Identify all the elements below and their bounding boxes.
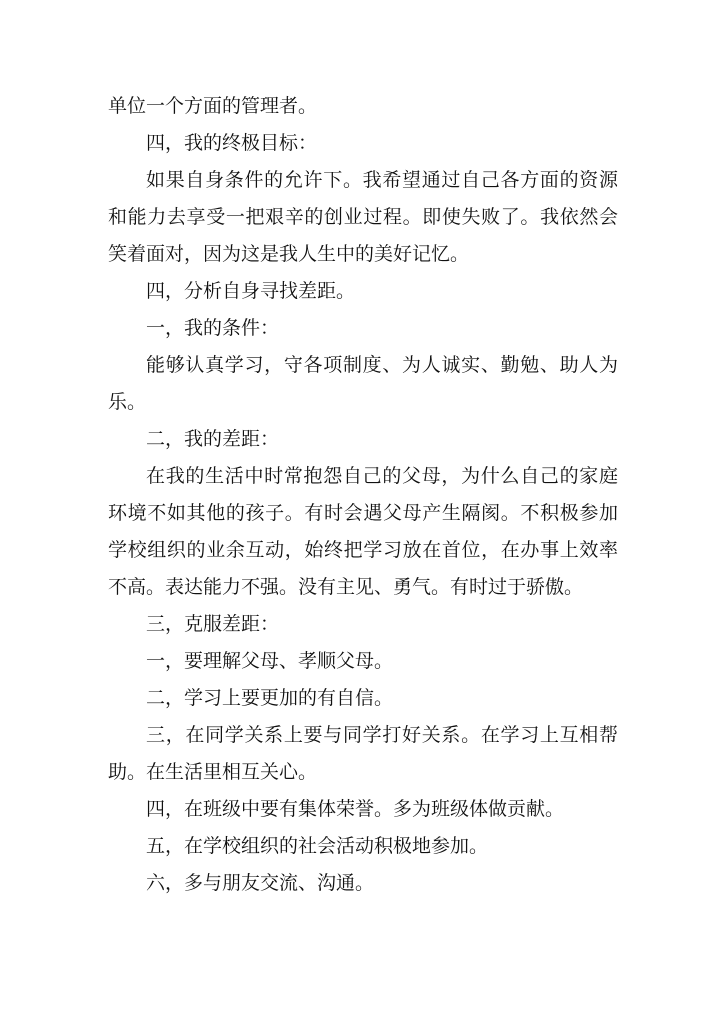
paragraph-my-gap: 在我的生活中时常抱怨自己的父母，为什么自己的家庭环境不如其他的孩子。有时会遇父母产生隔阂。不积极参加学校组织的业余互动，始终把学习放在首位，在办事上效率不高。表达能力不强。没有主见、勇气。有时过于骄傲。 [108, 465, 618, 598]
heading-my-gap: 二，我的差距： [146, 428, 280, 450]
heading-analyze-gap: 四，分析自身寻找差距。 [146, 280, 356, 302]
list-item-understand-parents: 一，要理解父母、孝顺父母。 [146, 650, 394, 672]
list-item-class-honor: 四，在班级中要有集体荣誉。多为班级体做贡献。 [146, 798, 565, 820]
paragraph-continuation: 单位一个方面的管理者。 [108, 95, 318, 117]
list-item-communicate: 六，多与朋友交流、沟通。 [146, 872, 375, 894]
paragraph-my-conditions: 能够认真学习，守各项制度、为人诚实、勤勉、助人为乐。 [108, 354, 618, 413]
list-item-classmates: 三，在同学关系上要与同学打好关系。在学习上互相帮助。在生活里相互关心。 [108, 724, 618, 783]
paragraph-ultimate-goal: 如果自身条件的允许下。我希望通过自己各方面的资源和能力去享受一把艰辛的创业过程。即使失败了。我依然会笑着面对，因为这是我人生中的美好记忆。 [108, 169, 618, 265]
list-item-confidence: 二，学习上要更加的有自信。 [146, 687, 394, 709]
heading-ultimate-goal: 四，我的终极目标： [146, 132, 318, 154]
heading-my-conditions: 一，我的条件： [146, 317, 280, 339]
heading-overcome-gap: 三，克服差距： [146, 613, 280, 635]
list-item-school-activities: 五，在学校组织的社会活动积极地参加。 [146, 835, 489, 857]
document-body [108, 88, 618, 902]
